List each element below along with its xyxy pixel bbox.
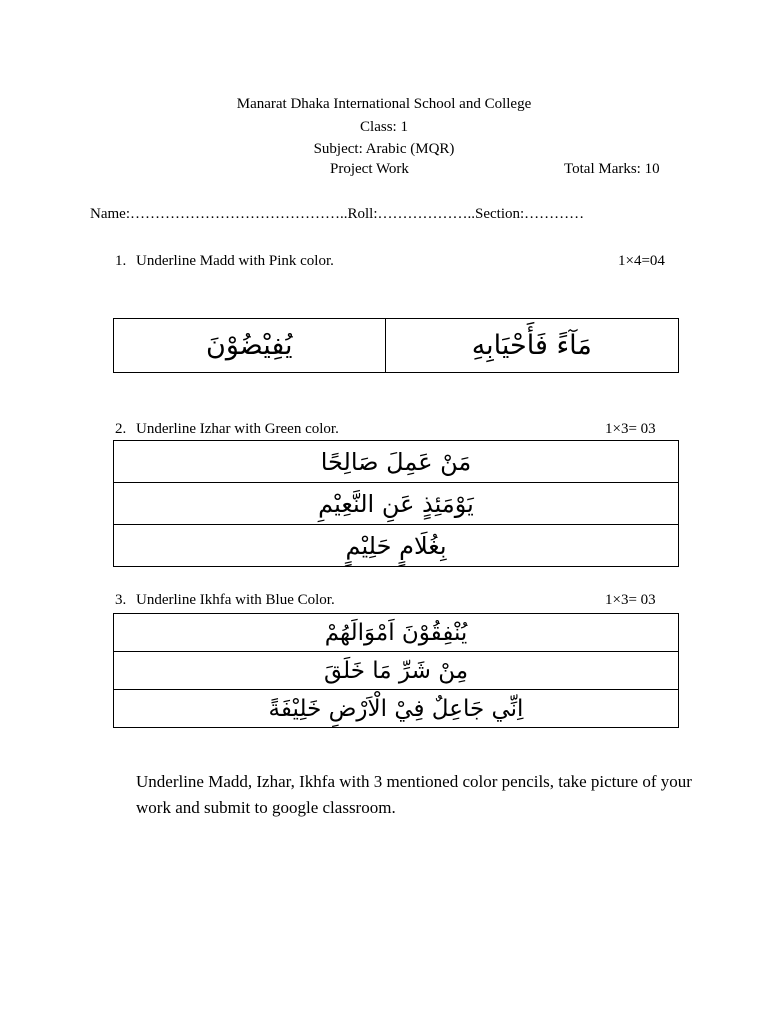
question-1-table — [113, 318, 679, 373]
question-1-cell: يُفِيْضُوْنَ — [114, 319, 386, 373]
question-2-table — [113, 440, 679, 567]
question-3-number: 3. — [115, 592, 127, 608]
question-2-row: مَنْ عَمِلَ صَالِحًا — [114, 441, 679, 483]
question-1-number: 1. — [115, 253, 127, 269]
question-2-row: بِغُلَامٍ حَلِيْمٍ — [114, 525, 679, 567]
question-3-table — [113, 613, 679, 728]
question-2-row: يَوْمَئِذٍ عَنِ النَّعِيْمِ — [114, 483, 679, 525]
question-3-row: اِنِّي جَاعِلٌ فِيْ الْاَرْضِ خَلِيْفَةً — [114, 690, 679, 728]
question-1-marks: 1×4=04 — [618, 253, 665, 269]
submission-instruction: Underline Madd, Izhar, Ikhfa with 3 mentioned color pencils, take picture of your work and submit to google classroom. — [136, 772, 692, 817]
school-name: Manarat Dhaka International School and College — [236, 96, 532, 112]
subject-label: Subject: Arabic (MQR) — [313, 141, 455, 157]
question-2-text: Underline Izhar with Green color. — [136, 421, 339, 437]
question-2-number: 2. — [115, 421, 127, 437]
question-1-cell: مَآءً فَأَحْيَابِهِ — [385, 319, 678, 373]
question-1-text: Underline Madd with Pink color. — [136, 253, 334, 269]
question-3-row: يُنْفِقُوْنَ اَمْوَالَهُمْ — [114, 614, 679, 652]
question-2-marks: 1×3= 03 — [605, 421, 656, 437]
student-info-line: Name:……………………………………..Roll:………………..Section:………… — [90, 206, 585, 222]
question-3-marks: 1×3= 03 — [605, 592, 656, 608]
project-work-label: Project Work — [330, 161, 409, 177]
question-3-text: Underline Ikhfa with Blue Color. — [136, 592, 335, 608]
total-marks-label: Total Marks: 10 — [564, 161, 660, 177]
question-3-row: مِنْ شَرِّ مَا خَلَقَ — [114, 652, 679, 690]
class-label: Class: 1 — [360, 119, 408, 135]
